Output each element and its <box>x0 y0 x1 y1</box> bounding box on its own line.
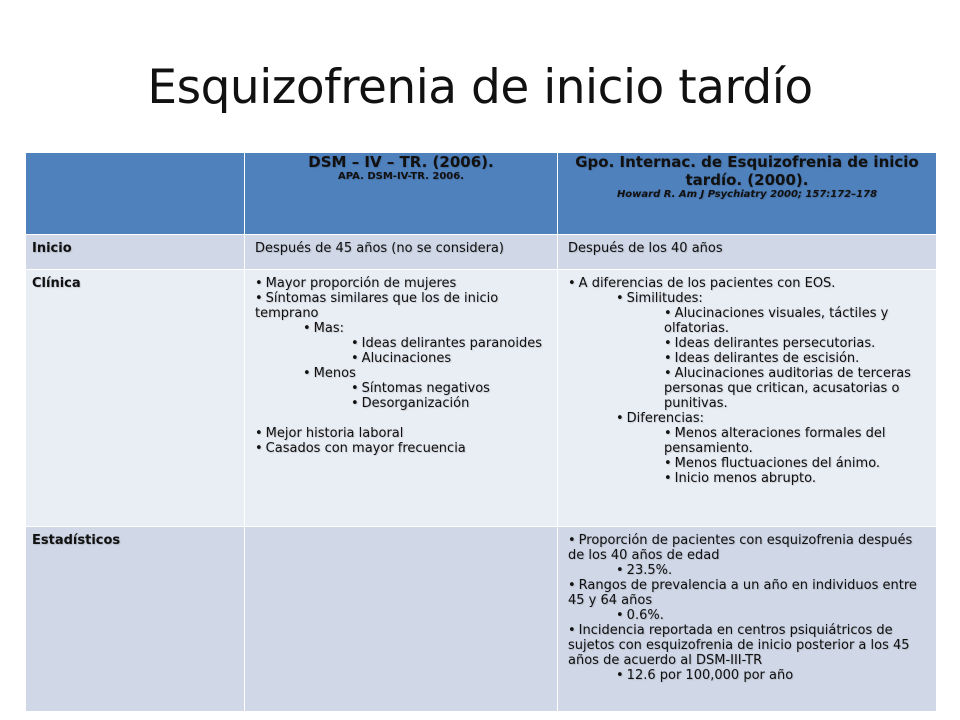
list-item: • Casados con mayor frecuencia <box>255 441 547 456</box>
clinica-dsm <box>245 270 558 527</box>
list-item: • Alucinaciones <box>255 351 547 366</box>
list-item: • Incidencia reportada en centros psiquiátricos de sujetos con esquizofrenia de inicio posterior a los 45 años de acuerdo al DSM-III-TR <box>568 623 926 668</box>
list-item: • Menos fluctuaciones del ánimo. <box>568 456 926 471</box>
inicio-gpo: Después de los 40 años <box>558 235 937 270</box>
table-row-inicio <box>26 235 937 270</box>
header-empty-cell <box>26 153 245 235</box>
list-item: • Diferencias: <box>568 411 926 426</box>
list-item: • Similitudes: <box>568 291 926 306</box>
list-item: • 23.5%. <box>568 563 926 578</box>
table-row-estadisticos <box>26 527 937 712</box>
list-item: • Síntomas negativos <box>255 381 547 396</box>
header-dsm-title: DSM – IV – TR. (2006). <box>308 153 494 171</box>
inicio-dsm: Después de 45 años (no se considera) <box>245 235 558 270</box>
row-label-inicio: Inicio <box>26 235 245 270</box>
slide-title: Esquizofrenia de inicio tardío <box>147 60 813 115</box>
clinica-gpo <box>558 270 937 527</box>
estadisticos-gpo <box>558 527 937 712</box>
row-label-estadisticos: Estadísticos <box>26 527 245 712</box>
list-item: • Ideas delirantes persecutorias. <box>568 336 926 351</box>
list-item: • Menos <box>255 366 547 381</box>
header-gpo-title: Gpo. Internac. de Esquizofrenia de inicio tardío. (2000). <box>575 153 919 189</box>
table-header-row <box>26 153 937 235</box>
list-item: • Desorganización <box>255 396 547 411</box>
list-item: • 0.6%. <box>568 608 926 623</box>
list-item: • Alucinaciones auditorias de terceras personas que critican, acusatorias o punitivas. <box>568 366 926 411</box>
list-item: • Alucinaciones visuales, táctiles y olfatorias. <box>568 306 926 336</box>
list-item: • A diferencias de los pacientes con EOS. <box>568 276 926 291</box>
header-gpo <box>558 153 937 235</box>
list-item: • Rangos de prevalencia a un año en individuos entre 45 y 64 años <box>568 578 926 608</box>
list-item: • Ideas delirantes de escisión. <box>568 351 926 366</box>
header-dsm <box>245 153 558 235</box>
header-gpo-reference: Howard R. Am J Psychiatry 2000; 157:172–178 <box>616 189 878 200</box>
list-spacer <box>255 411 547 426</box>
list-item: • Mayor proporción de mujeres <box>255 276 547 291</box>
list-item: • Inicio menos abrupto. <box>568 471 926 486</box>
list-item: • Mas: <box>255 321 547 336</box>
list-item: • Mejor historia laboral <box>255 426 547 441</box>
list-item: • Proporción de pacientes con esquizofrenia después de los 40 años de edad <box>568 533 926 563</box>
estadisticos-dsm <box>245 527 558 712</box>
comparison-table <box>25 152 937 712</box>
list-item: • Menos alteraciones formales del pensamiento. <box>568 426 926 456</box>
list-item: • Síntomas similares que los de inicio temprano <box>255 291 547 321</box>
table-row-clinica <box>26 270 937 527</box>
list-item: • 12.6 por 100,000 por año <box>568 668 926 683</box>
header-dsm-reference: APA. DSM-IV-TR. 2006. <box>338 171 464 182</box>
row-label-clinica: Clínica <box>26 270 245 527</box>
list-item: • Ideas delirantes paranoides <box>255 336 547 351</box>
